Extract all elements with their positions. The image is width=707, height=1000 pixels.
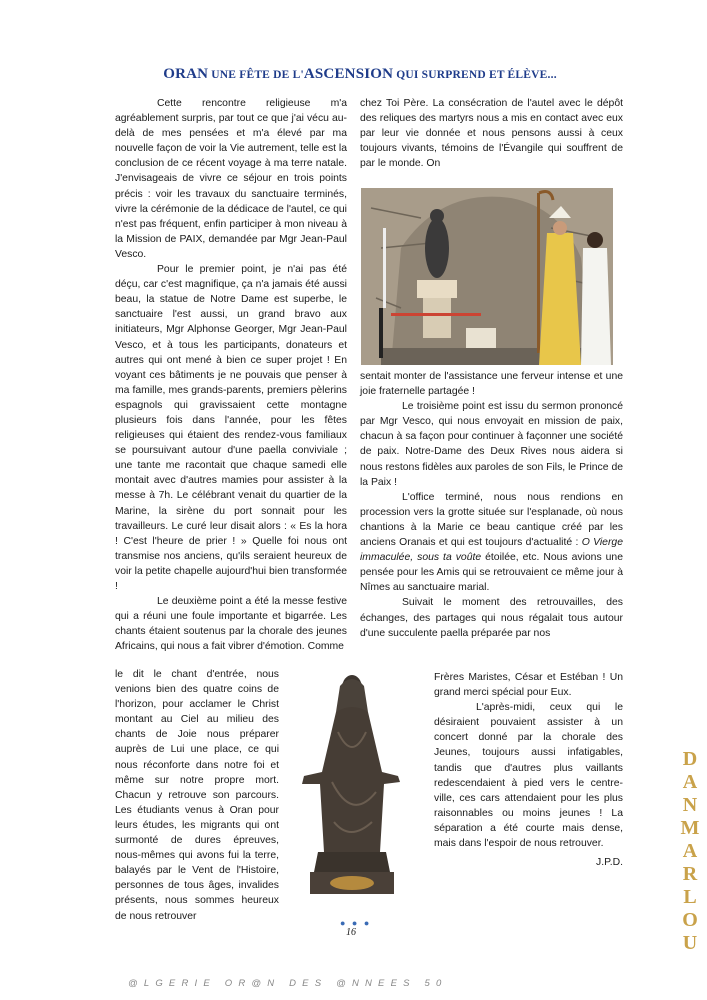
article-title: [110, 66, 610, 83]
chapel-photo: [361, 188, 613, 365]
paragraph-second-point-cont: le dit le chant d'entrée, nous venions bien des quatre coins de l'horizon, pour acclamer le Christ montant au Ciel au milieu des chants de Joie nous préparer auprès de Lui une place, ce qui nous réconforte dans notre foi et même sur notre propre mort. Chacun y retrouve son parcours. Les étudiants venus à Oran pour leurs études, les migrants qui ont surmonté de dures épreuves, nous-mêmes qui avons fui la terre, balayés par le Vent de l'Histoire, personnes de tous âges, invalides présents, nous sommes heureux de nous retrouver: [115, 669, 279, 922]
paragraph-maristes: Frères Maristes, César et Estéban ! Un grand merci spécial pour Eux.: [434, 672, 623, 699]
title-part1: UNE FÊTE DE L': [208, 69, 304, 81]
paragraph-apres-midi: L'après-midi, ceux qui le désiraient pouvaient assister à un concert donné par la chorale des Jeunes, toujours aussi infatigables, tandis que d'autres plus vaillants redescendaient à pied vers le centre-ville, ces cars attendaient pour les plus raisonnables ou moins jeunes ! La séparation a été courte mais dense, mais dans l'espoir de nous retrouver.: [434, 702, 623, 850]
right-column-top: [360, 96, 623, 171]
page-footer: @LGERIE OR@N DES @NNEES 50: [128, 978, 448, 989]
left-column-top: [115, 96, 347, 654]
page-number: 16: [346, 927, 356, 938]
title-part2: QUI SURPREND ET ÉLÈVE...: [393, 69, 557, 81]
signature: J.P.D.: [596, 857, 623, 869]
paragraph-ferveur: sentait monter de l'assistance une ferveur intense et une joie fraternelle partagée !: [360, 371, 623, 398]
virgin-statue-photo: [288, 672, 420, 904]
paragraph-first-point: Pour le premier point, je n'ai pas été déçu, car c'est magnifique, ça n'a jamais été aussi beau, la statue de Notre Dame est superbe, le sanctuaire l'est aussi, un grand bravo aux initiateurs, Mgr Alphonse Georger, Mgr Jean-Paul Vesco, et à tous les participants, donateurs et autres qui ont mené à bien ce super projet ! En voyant ces bâtiments je ne pouvais que penser à ma famille, mes grands-parents, premiers pèlerins espagnols qui gravissaient cette montagne plusieurs fois dans l'année, pour les fêtes religieuses qui étaient des rendez-vous familiaux se poursuivant autour d'une paella conviviale ; une tante me racontait que chaque samedi elle montait avec d'autres mamies pour assister à la messe à 7h. Le célébrant venait du quartier de la Marine, la sirène du port sonnait pour les travailleurs. Le curé leur disait alors : « Es la hora ! C'est l'heure de prier ! » Quelle foi nous ont transmise nos anciens, qu'ils seraient heureux de voir la petite chapelle aujourd'hui bien transformée !: [115, 264, 347, 592]
paragraph-consecration: chez Toi Père. La consécration de l'autel avec le dépôt des reliques des martyrs nous a mis en contact avec eux par leur vie donnée et nous pensons aussi à ceux toujours vivants, témoins de l'Évangile qui souffrent de par le monde. On: [360, 98, 623, 170]
paragraph-third-point: Le troisième point est issu du sermon prononcé par Mgr Vesco, qui nous envoyait en mission de paix, chacun à sa façon pour continuer à façonner une société de paix. Notre-Dame des Deux Rives nous aidera si nous restons fidèles aux paroles de son Fils, le Prince de la Paix !: [360, 401, 623, 488]
left-column-bottom: [115, 667, 279, 924]
paragraph-procession: [360, 490, 623, 596]
paragraph-second-point: Le deuxième point a été la messe festive qui a réuni une foule importante et bigarrée. Les chants étaient soutenus par la chorale des jeunes Africains, qui nous a fait vibrer d'émotion. Comme: [115, 596, 347, 653]
title-oran: ORAN: [163, 66, 209, 82]
chapel-photo-image: [361, 188, 613, 365]
procession-text-b: étoilée, etc. Nous avions une pensée pour les Amis qui se retrouvaient ce même jour à Nîmes au sanctuaire marial.: [360, 552, 623, 594]
paragraph-intro: Cette rencontre religieuse m'a agréablement surpris, par tout ce que j'ai vécu au-delà de mes pensées et m'a élevé par ma nouvelle façon de voir la Vie autrement, telle est la conclusion de ce récent voyage à ma terre natale. J'envisageais de vivre ce séjour en trois points précis : voir les travaux du sanctuaire terminés, vivre la cérémonie de la dédicace de l'autel, ce qui n'est pas fréquent, enfin participer à mon niveau à la Mission de PAIX, demandée par Mgr Jean-Paul Vesco.: [115, 98, 348, 260]
title-ascension: ASCENSION: [303, 66, 394, 82]
virgin-statue-image: [288, 672, 420, 904]
right-column-bottom: [434, 670, 623, 870]
cantique-title: O Vierge immaculée, sous ta voûte: [360, 537, 623, 564]
right-column-middle: [360, 369, 623, 641]
page-number-dots: ● ● ●: [340, 918, 372, 928]
paragraph-retrouvailles: Suivait le moment des retrouvailles, des échanges, des partages qui nous régalait tous autour d'une succulente paella préparée par nos: [360, 597, 623, 639]
procession-text-a: L'office terminé, nous nous rendions en procession vers la grotte située sur l'esplanade, où nous chantions à la Marie ce beau cantique créé par les anciens Oranais et qui est toujours d'actualité :: [360, 491, 623, 549]
side-vertical-title: DANMARLOU: [680, 748, 700, 954]
